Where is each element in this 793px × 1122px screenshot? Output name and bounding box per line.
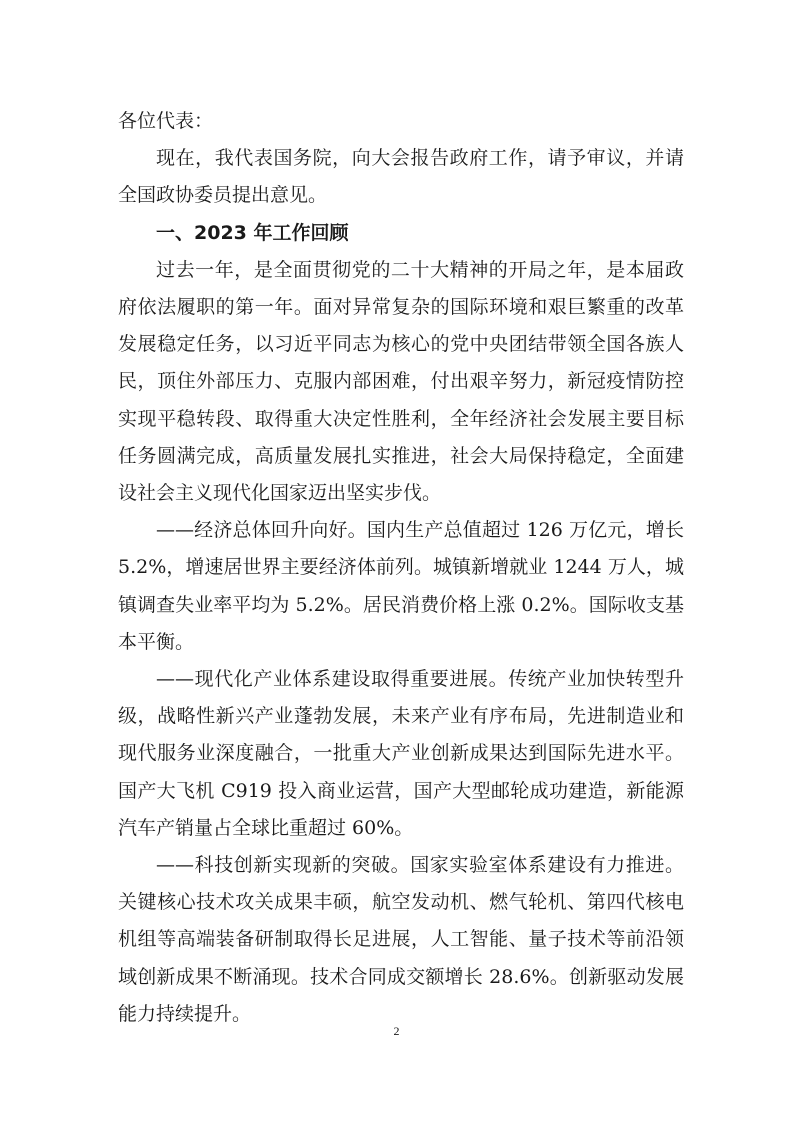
paragraph-economy: ——经济总体回升向好。国内生产总值超过 126 万亿元，增长 5.2%，增速居世界主要经济体前列。城镇新增就业 1244 万人，城镇调查失业率平均为 5.2%。居民消费价格上涨 0.2%。国际收支基本平衡。	[118, 519, 684, 653]
salutation: 各位代表：	[118, 110, 214, 132]
paragraph-intro: 现在，我代表国务院，向大会报告政府工作，请予审议，并请全国政协委员提出意见。	[118, 147, 684, 207]
paragraph-industry: ——现代化产业体系建设取得重要进展。传统产业加快转型升级，战略性新兴产业蓬勃发展，未来产业有序布局，先进制造业和现代服务业深度融合，一批重大产业创新成果达到国际先进水平。国产大飞机 C919 投入商业运营，国产大型邮轮成功建造，新能源汽车产销量占全球比重超过 60%。	[118, 668, 684, 839]
paragraph-innovation: ——科技创新实现新的突破。国家实验室体系建设有力推进。关键核心技术攻关成果丰硕，航空发动机、燃气轮机、第四代核电机组等高端装备研制取得长足进展，人工智能、量子技术等前沿领域创新成果不断涌现。技术合同成交额增长 28.6%。创新驱动发展能力持续提升。	[118, 854, 684, 1025]
paragraph-review: 过去一年，是全面贯彻党的二十大精神的开局之年，是本届政府依法履职的第一年。面对异常复杂的国际环境和艰巨繁重的改革发展稳定任务，以习近平同志为核心的党中央团结带领全国各族人民，顶住外部压力、克服内部困难，付出艰辛努力，新冠疫情防控实现平稳转段、取得重大决定性胜利，全年经济社会发展主要目标任务圆满完成，高质量发展扎实推进，社会大局保持稳定，全面建设社会主义现代化国家迈出坚实步伐。	[118, 258, 684, 505]
body-text	[118, 103, 684, 1033]
page-number: 2	[393, 1024, 400, 1038]
section-heading: 一、2023 年工作回顾	[156, 221, 349, 244]
